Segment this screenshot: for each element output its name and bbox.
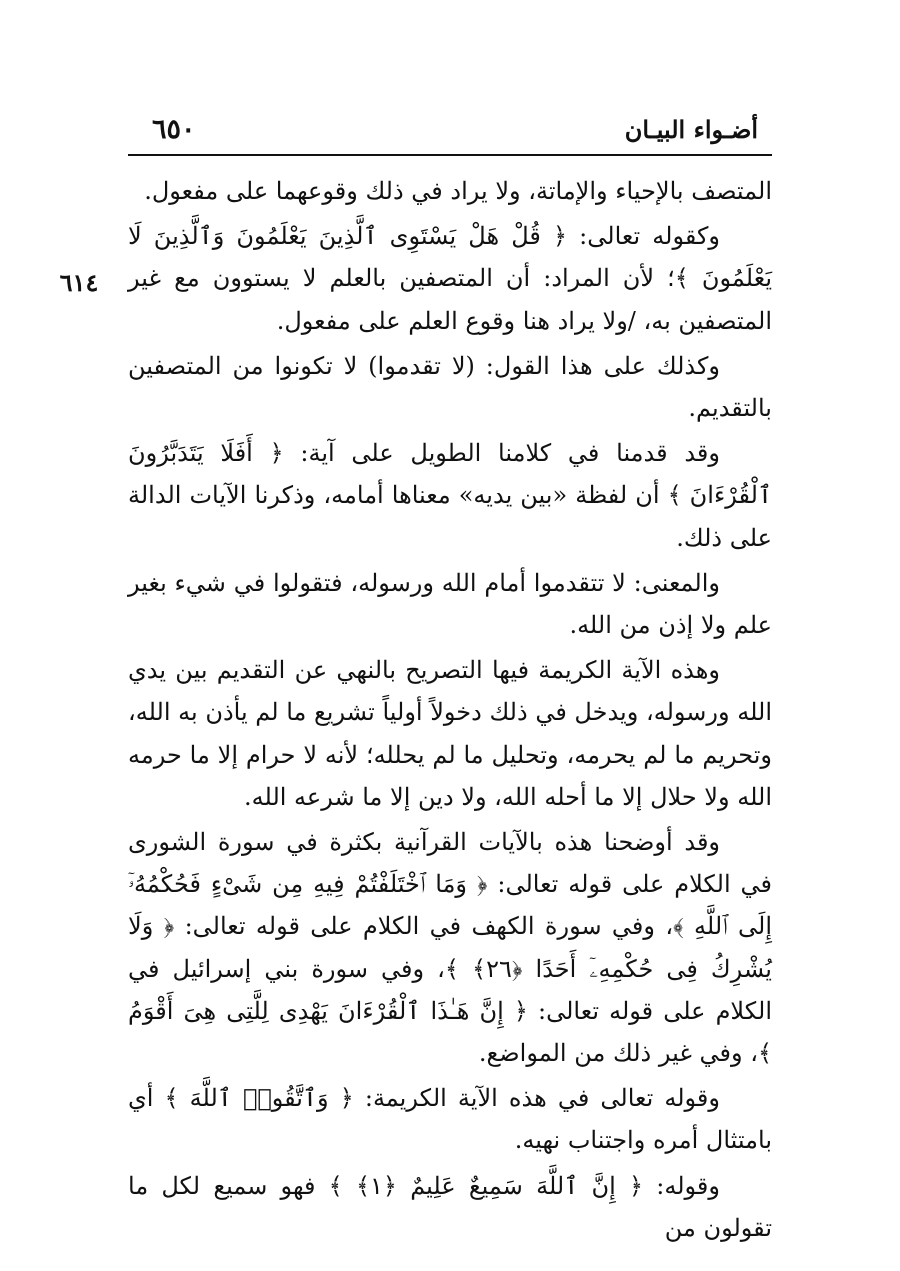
paragraph: وكذلك على هذا القول: (لا تقدموا) لا تكونوا من المتصفين بالتقديم.: [128, 351, 772, 423]
page-number: ٦٥٠: [152, 114, 196, 145]
paragraph: وقوله تعالى في هذه الآية الكريمة: ﴿ وَٱتَّقُوا۟ ٱللَّهَ ﴾ أي بامتثال أمره واجتناب نهيه.: [128, 1084, 772, 1155]
margin-page-reference: ٦١٤: [59, 268, 99, 297]
paragraph: والمعنى: لا تتقدموا أمام الله ورسوله، فتقولوا في شيء بغير علم ولا إذن من الله.: [128, 568, 772, 640]
running-title: أضـواء البيـان: [624, 115, 758, 144]
paragraph: وهذه الآية الكريمة فيها التصريح بالنهي عن التقديم بين يدي الله ورسوله، ويدخل في ذلك دخولاً أولياً تشريع ما لم يأذن به الله، وتحريم ما لم يحرمه، وتحليل ما لم يحلله؛ لأنه لا حرام إلا ما حرمه الله ولا حلال إلا ما أحله الله، ولا دين إلا ما شرعه الله.: [128, 656, 772, 811]
paragraph: وقد قدمنا في كلامنا الطويل على آية: ﴿ أَفَلَا يَتَدَبَّرُونَ ٱلْقُرْءَانَ ﴾ أن لفظة «بين يديه» معناها أمامه، وذكرنا الآيات الدالة على ذلك.: [128, 439, 772, 552]
paragraph: وكقوله تعالى: ﴿ قُلْ هَلْ يَسْتَوِى ٱلَّذِينَ يَعْلَمُونَ وَٱلَّذِينَ لَا يَعْلَمُونَ ﴾؛ لأن المراد: أن المتصفين بالعلم لا يستوون مع غير المتصفين به، /ولا يراد هنا وقوع العلم على مفعول.: [128, 222, 772, 335]
header-rule: [128, 154, 772, 156]
page-body: [128, 170, 772, 1249]
paragraph: المتصف بالإحياء والإماتة، ولا يراد في ذلك وقوعهما على مفعول.: [144, 177, 772, 205]
paragraph: وقد أوضحنا هذه بالآيات القرآنية بكثرة في سورة الشورى في الكلام على قوله تعالى: ﴿ وَمَا ٱخْتَلَفْتُمْ فِيهِ مِن شَىْءٍ فَحُكْمُهُۥٓ إِلَى ٱللَّهِ ﴾، وفي سورة الكهف في الكلام على قوله تعالى: ﴿ وَلَا يُشْرِكُ فِى حُكْمِهِۦٓ أَحَدًا ﴿٢٦﴾ ﴾، وفي سورة بني إسرائيل في الكلام على قوله تعالى: ﴿ إِنَّ هَـٰذَا ٱلْقُرْءَانَ يَهْدِى لِلَّتِى هِىَ أَقْوَمُ ﴾، وفي غير ذلك من المواضع.: [128, 828, 772, 1068]
paragraph: وقوله: ﴿ إِنَّ ٱللَّهَ سَمِيعٌ عَلِيمٌ ﴿١﴾ ﴾ فهو سميع لكل ما تقولون من: [128, 1171, 772, 1242]
